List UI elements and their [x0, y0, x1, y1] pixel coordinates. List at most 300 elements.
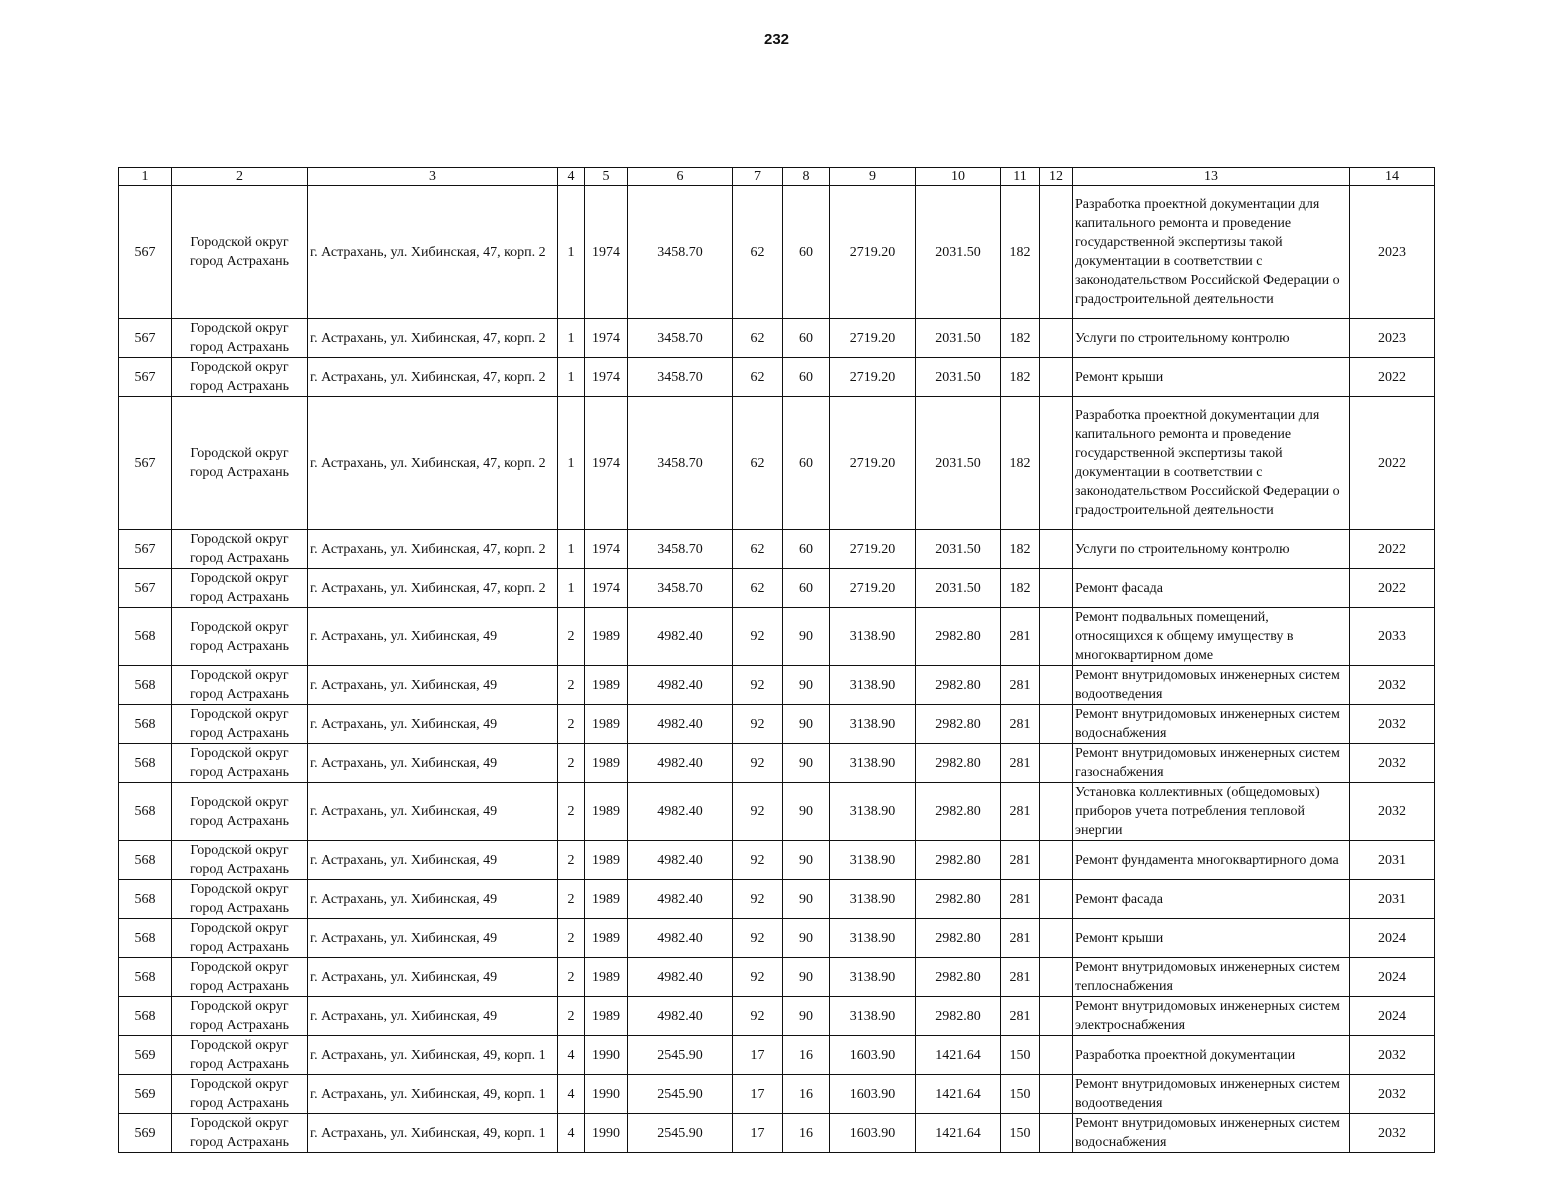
- cell-col-4: 2: [558, 608, 585, 666]
- cell-col-5: 1974: [585, 569, 628, 608]
- cell-col-5: 1989: [585, 705, 628, 744]
- cell-col-7: 62: [733, 186, 783, 319]
- cell-col-14: 2033: [1350, 608, 1435, 666]
- cell-col-13: Ремонт фасада: [1073, 880, 1350, 919]
- column-header-10: 10: [916, 168, 1001, 186]
- cell-col-11: 281: [1001, 705, 1040, 744]
- cell-col-2: Городской округ город Астрахань: [172, 530, 308, 569]
- cell-col-12: [1040, 319, 1073, 358]
- cell-col-11: 281: [1001, 841, 1040, 880]
- cell-col-12: [1040, 1036, 1073, 1075]
- cell-col-4: 2: [558, 880, 585, 919]
- header-row: [119, 168, 1435, 186]
- cell-col-10: 2982.80: [916, 608, 1001, 666]
- cell-col-1: 567: [119, 358, 172, 397]
- cell-col-4: 2: [558, 783, 585, 841]
- cell-col-2: Городской округ город Астрахань: [172, 397, 308, 530]
- cell-col-10: 2982.80: [916, 841, 1001, 880]
- cell-col-6: 4982.40: [628, 997, 733, 1036]
- cell-col-5: 1989: [585, 958, 628, 997]
- table-row: [119, 705, 1435, 744]
- cell-col-14: 2032: [1350, 783, 1435, 841]
- cell-col-2: Городской округ город Астрахань: [172, 744, 308, 783]
- cell-col-10: 1421.64: [916, 1075, 1001, 1114]
- cell-col-8: 90: [783, 880, 830, 919]
- cell-col-7: 92: [733, 705, 783, 744]
- cell-col-4: 2: [558, 997, 585, 1036]
- cell-col-13: Ремонт внутридомовых инженерных систем водоснабжения: [1073, 1114, 1350, 1153]
- cell-col-8: 16: [783, 1114, 830, 1153]
- cell-col-10: 2031.50: [916, 397, 1001, 530]
- cell-col-11: 150: [1001, 1075, 1040, 1114]
- table-body: [119, 186, 1435, 1153]
- cell-col-4: 1: [558, 319, 585, 358]
- cell-col-2: Городской округ город Астрахань: [172, 783, 308, 841]
- cell-col-3: г. Астрахань, ул. Хибинская, 49: [308, 841, 558, 880]
- column-header-5: 5: [585, 168, 628, 186]
- cell-col-5: 1989: [585, 919, 628, 958]
- cell-col-1: 568: [119, 744, 172, 783]
- cell-col-3: г. Астрахань, ул. Хибинская, 47, корп. 2: [308, 186, 558, 319]
- cell-col-6: 3458.70: [628, 530, 733, 569]
- cell-col-7: 92: [733, 841, 783, 880]
- cell-col-7: 92: [733, 666, 783, 705]
- cell-col-3: г. Астрахань, ул. Хибинская, 49: [308, 608, 558, 666]
- cell-col-3: г. Астрахань, ул. Хибинская, 49, корп. 1: [308, 1075, 558, 1114]
- cell-col-14: 2024: [1350, 958, 1435, 997]
- cell-col-3: г. Астрахань, ул. Хибинская, 47, корп. 2: [308, 530, 558, 569]
- cell-col-7: 92: [733, 919, 783, 958]
- cell-col-2: Городской округ город Астрахань: [172, 1114, 308, 1153]
- column-header-12: 12: [1040, 168, 1073, 186]
- cell-col-1: 568: [119, 958, 172, 997]
- cell-col-9: 2719.20: [830, 530, 916, 569]
- cell-col-12: [1040, 358, 1073, 397]
- cell-col-5: 1989: [585, 608, 628, 666]
- cell-col-12: [1040, 1075, 1073, 1114]
- cell-col-8: 90: [783, 919, 830, 958]
- cell-col-10: 2031.50: [916, 319, 1001, 358]
- column-header-8: 8: [783, 168, 830, 186]
- cell-col-8: 60: [783, 358, 830, 397]
- cell-col-10: 2982.80: [916, 880, 1001, 919]
- cell-col-11: 182: [1001, 569, 1040, 608]
- table-row: [119, 569, 1435, 608]
- cell-col-11: 281: [1001, 997, 1040, 1036]
- cell-col-4: 2: [558, 958, 585, 997]
- cell-col-14: 2032: [1350, 1114, 1435, 1153]
- cell-col-5: 1974: [585, 358, 628, 397]
- cell-col-10: 2982.80: [916, 744, 1001, 783]
- cell-col-3: г. Астрахань, ул. Хибинская, 49: [308, 919, 558, 958]
- cell-col-7: 92: [733, 783, 783, 841]
- cell-col-7: 92: [733, 997, 783, 1036]
- cell-col-10: 2982.80: [916, 997, 1001, 1036]
- cell-col-11: 281: [1001, 783, 1040, 841]
- cell-col-14: 2023: [1350, 186, 1435, 319]
- cell-col-5: 1989: [585, 744, 628, 783]
- cell-col-13: Ремонт внутридомовых инженерных систем электроснабжения: [1073, 997, 1350, 1036]
- cell-col-5: 1990: [585, 1075, 628, 1114]
- table-row: [119, 919, 1435, 958]
- cell-col-14: 2032: [1350, 666, 1435, 705]
- cell-col-5: 1974: [585, 319, 628, 358]
- cell-col-3: г. Астрахань, ул. Хибинская, 49: [308, 958, 558, 997]
- cell-col-1: 568: [119, 841, 172, 880]
- cell-col-6: 4982.40: [628, 744, 733, 783]
- cell-col-13: Услуги по строительному контролю: [1073, 319, 1350, 358]
- cell-col-13: Услуги по строительному контролю: [1073, 530, 1350, 569]
- cell-col-7: 62: [733, 358, 783, 397]
- cell-col-11: 182: [1001, 358, 1040, 397]
- cell-col-6: 3458.70: [628, 186, 733, 319]
- cell-col-7: 17: [733, 1075, 783, 1114]
- cell-col-10: 2982.80: [916, 666, 1001, 705]
- cell-col-2: Городской округ город Астрахань: [172, 997, 308, 1036]
- cell-col-2: Городской округ город Астрахань: [172, 958, 308, 997]
- cell-col-8: 60: [783, 397, 830, 530]
- cell-col-10: 2982.80: [916, 705, 1001, 744]
- column-header-4: 4: [558, 168, 585, 186]
- cell-col-4: 1: [558, 397, 585, 530]
- cell-col-2: Городской округ город Астрахань: [172, 358, 308, 397]
- cell-col-13: Ремонт внутридомовых инженерных систем теплоснабжения: [1073, 958, 1350, 997]
- cell-col-2: Городской округ город Астрахань: [172, 569, 308, 608]
- cell-col-3: г. Астрахань, ул. Хибинская, 47, корп. 2: [308, 358, 558, 397]
- cell-col-2: Городской округ город Астрахань: [172, 186, 308, 319]
- cell-col-9: 3138.90: [830, 666, 916, 705]
- cell-col-12: [1040, 919, 1073, 958]
- cell-col-9: 3138.90: [830, 997, 916, 1036]
- cell-col-6: 2545.90: [628, 1075, 733, 1114]
- cell-col-1: 568: [119, 783, 172, 841]
- cell-col-7: 62: [733, 397, 783, 530]
- table-row: [119, 783, 1435, 841]
- cell-col-8: 90: [783, 744, 830, 783]
- cell-col-1: 567: [119, 397, 172, 530]
- cell-col-6: 2545.90: [628, 1114, 733, 1153]
- cell-col-13: Ремонт внутридомовых инженерных систем водоснабжения: [1073, 705, 1350, 744]
- cell-col-7: 92: [733, 608, 783, 666]
- cell-col-7: 92: [733, 958, 783, 997]
- cell-col-4: 2: [558, 919, 585, 958]
- cell-col-12: [1040, 397, 1073, 530]
- cell-col-5: 1990: [585, 1114, 628, 1153]
- cell-col-1: 567: [119, 530, 172, 569]
- cell-col-7: 17: [733, 1036, 783, 1075]
- column-header-11: 11: [1001, 168, 1040, 186]
- cell-col-3: г. Астрахань, ул. Хибинская, 49: [308, 744, 558, 783]
- cell-col-11: 281: [1001, 608, 1040, 666]
- cell-col-8: 60: [783, 319, 830, 358]
- cell-col-6: 4982.40: [628, 958, 733, 997]
- cell-col-12: [1040, 744, 1073, 783]
- cell-col-10: 2982.80: [916, 958, 1001, 997]
- cell-col-10: 2031.50: [916, 358, 1001, 397]
- cell-col-7: 62: [733, 319, 783, 358]
- table-row: [119, 319, 1435, 358]
- cell-col-8: 16: [783, 1075, 830, 1114]
- table-row: [119, 186, 1435, 319]
- cell-col-14: 2032: [1350, 1036, 1435, 1075]
- cell-col-9: 1603.90: [830, 1036, 916, 1075]
- cell-col-13: Ремонт внутридомовых инженерных систем водоотведения: [1073, 666, 1350, 705]
- cell-col-9: 2719.20: [830, 569, 916, 608]
- cell-col-8: 60: [783, 186, 830, 319]
- cell-col-14: 2032: [1350, 744, 1435, 783]
- cell-col-1: 569: [119, 1036, 172, 1075]
- cell-col-11: 182: [1001, 397, 1040, 530]
- cell-col-6: 4982.40: [628, 919, 733, 958]
- cell-col-14: 2022: [1350, 358, 1435, 397]
- cell-col-12: [1040, 1114, 1073, 1153]
- cell-col-4: 4: [558, 1075, 585, 1114]
- cell-col-6: 3458.70: [628, 319, 733, 358]
- cell-col-3: г. Астрахань, ул. Хибинская, 49: [308, 666, 558, 705]
- cell-col-11: 281: [1001, 744, 1040, 783]
- column-header-1: 1: [119, 168, 172, 186]
- cell-col-5: 1989: [585, 666, 628, 705]
- cell-col-3: г. Астрахань, ул. Хибинская, 49: [308, 997, 558, 1036]
- cell-col-9: 1603.90: [830, 1114, 916, 1153]
- cell-col-13: Ремонт крыши: [1073, 358, 1350, 397]
- cell-col-13: Ремонт внутридомовых инженерных систем газоснабжения: [1073, 744, 1350, 783]
- cell-col-4: 4: [558, 1114, 585, 1153]
- cell-col-10: 2031.50: [916, 530, 1001, 569]
- cell-col-7: 62: [733, 530, 783, 569]
- cell-col-3: г. Астрахань, ул. Хибинская, 47, корп. 2: [308, 397, 558, 530]
- cell-col-3: г. Астрахань, ул. Хибинская, 49: [308, 880, 558, 919]
- cell-col-13: Разработка проектной документации для капитального ремонта и проведение государственной экспертизы такой документации в соответствии с законодательством Российской Федерации о градостроительной деятельности: [1073, 397, 1350, 530]
- cell-col-12: [1040, 530, 1073, 569]
- cell-col-14: 2022: [1350, 530, 1435, 569]
- column-header-13: 13: [1073, 168, 1350, 186]
- cell-col-6: 3458.70: [628, 358, 733, 397]
- cell-col-12: [1040, 880, 1073, 919]
- table-row: [119, 530, 1435, 569]
- cell-col-9: 2719.20: [830, 358, 916, 397]
- cell-col-1: 567: [119, 319, 172, 358]
- cell-col-3: г. Астрахань, ул. Хибинская, 47, корп. 2: [308, 569, 558, 608]
- cell-col-12: [1040, 783, 1073, 841]
- cell-col-6: 2545.90: [628, 1036, 733, 1075]
- cell-col-10: 2982.80: [916, 783, 1001, 841]
- cell-col-2: Городской округ город Астрахань: [172, 608, 308, 666]
- cell-col-4: 2: [558, 744, 585, 783]
- cell-col-2: Городской округ город Астрахань: [172, 880, 308, 919]
- cell-col-11: 281: [1001, 666, 1040, 705]
- cell-col-5: 1974: [585, 397, 628, 530]
- cell-col-9: 2719.20: [830, 397, 916, 530]
- cell-col-8: 90: [783, 958, 830, 997]
- cell-col-8: 90: [783, 841, 830, 880]
- column-header-3: 3: [308, 168, 558, 186]
- cell-col-13: Ремонт фундамента многоквартирного дома: [1073, 841, 1350, 880]
- cell-col-1: 569: [119, 1114, 172, 1153]
- column-header-7: 7: [733, 168, 783, 186]
- table-row: [119, 608, 1435, 666]
- cell-col-11: 150: [1001, 1036, 1040, 1075]
- cell-col-3: г. Астрахань, ул. Хибинская, 49, корп. 1: [308, 1114, 558, 1153]
- cell-col-5: 1989: [585, 783, 628, 841]
- table-row: [119, 744, 1435, 783]
- table-row: [119, 997, 1435, 1036]
- cell-col-6: 4982.40: [628, 608, 733, 666]
- table-row: [119, 1075, 1435, 1114]
- cell-col-1: 567: [119, 569, 172, 608]
- cell-col-5: 1989: [585, 880, 628, 919]
- table-row: [119, 1036, 1435, 1075]
- cell-col-1: 568: [119, 880, 172, 919]
- cell-col-13: Разработка проектной документации: [1073, 1036, 1350, 1075]
- cell-col-14: 2032: [1350, 705, 1435, 744]
- cell-col-11: 281: [1001, 880, 1040, 919]
- cell-col-11: 182: [1001, 530, 1040, 569]
- cell-col-9: 3138.90: [830, 841, 916, 880]
- table-row: [119, 880, 1435, 919]
- cell-col-13: Ремонт подвальных помещений, относящихся к общему имуществу в многоквартирном доме: [1073, 608, 1350, 666]
- cell-col-13: Ремонт фасада: [1073, 569, 1350, 608]
- cell-col-9: 3138.90: [830, 919, 916, 958]
- cell-col-7: 92: [733, 880, 783, 919]
- cell-col-6: 4982.40: [628, 783, 733, 841]
- cell-col-14: 2023: [1350, 319, 1435, 358]
- cell-col-6: 3458.70: [628, 397, 733, 530]
- cell-col-3: г. Астрахань, ул. Хибинская, 47, корп. 2: [308, 319, 558, 358]
- cell-col-6: 4982.40: [628, 666, 733, 705]
- cell-col-7: 92: [733, 744, 783, 783]
- table-row: [119, 841, 1435, 880]
- cell-col-14: 2022: [1350, 397, 1435, 530]
- cell-col-14: 2024: [1350, 919, 1435, 958]
- cell-col-9: 3138.90: [830, 880, 916, 919]
- cell-col-6: 4982.40: [628, 841, 733, 880]
- cell-col-9: 3138.90: [830, 744, 916, 783]
- cell-col-2: Городской округ город Астрахань: [172, 919, 308, 958]
- cell-col-5: 1974: [585, 186, 628, 319]
- cell-col-2: Городской округ город Астрахань: [172, 319, 308, 358]
- column-header-14: 14: [1350, 168, 1435, 186]
- cell-col-9: 3138.90: [830, 783, 916, 841]
- cell-col-14: 2032: [1350, 1075, 1435, 1114]
- cell-col-7: 62: [733, 569, 783, 608]
- cell-col-1: 568: [119, 919, 172, 958]
- cell-col-3: г. Астрахань, ул. Хибинская, 49, корп. 1: [308, 1036, 558, 1075]
- cell-col-4: 1: [558, 186, 585, 319]
- cell-col-8: 60: [783, 569, 830, 608]
- column-header-2: 2: [172, 168, 308, 186]
- table-row: [119, 397, 1435, 530]
- cell-col-1: 567: [119, 186, 172, 319]
- cell-col-1: 568: [119, 705, 172, 744]
- cell-col-12: [1040, 569, 1073, 608]
- cell-col-2: Городской округ город Астрахань: [172, 705, 308, 744]
- cell-col-14: 2024: [1350, 997, 1435, 1036]
- data-table: [118, 167, 1435, 1153]
- cell-col-1: 569: [119, 1075, 172, 1114]
- cell-col-12: [1040, 705, 1073, 744]
- cell-col-9: 1603.90: [830, 1075, 916, 1114]
- cell-col-9: 3138.90: [830, 705, 916, 744]
- cell-col-10: 1421.64: [916, 1036, 1001, 1075]
- cell-col-4: 4: [558, 1036, 585, 1075]
- cell-col-12: [1040, 666, 1073, 705]
- cell-col-13: Установка коллективных (общедомовых) приборов учета потребления тепловой энергии: [1073, 783, 1350, 841]
- column-header-9: 9: [830, 168, 916, 186]
- cell-col-1: 568: [119, 997, 172, 1036]
- cell-col-5: 1989: [585, 997, 628, 1036]
- cell-col-8: 90: [783, 705, 830, 744]
- cell-col-10: 2982.80: [916, 919, 1001, 958]
- cell-col-10: 1421.64: [916, 1114, 1001, 1153]
- cell-col-8: 90: [783, 783, 830, 841]
- cell-col-14: 2022: [1350, 569, 1435, 608]
- table-row: [119, 958, 1435, 997]
- cell-col-8: 16: [783, 1036, 830, 1075]
- cell-col-7: 17: [733, 1114, 783, 1153]
- cell-col-2: Городской округ город Астрахань: [172, 841, 308, 880]
- table-row: [119, 1114, 1435, 1153]
- cell-col-2: Городской округ город Астрахань: [172, 1075, 308, 1114]
- cell-col-11: 281: [1001, 958, 1040, 997]
- cell-col-13: Ремонт внутридомовых инженерных систем водоотведения: [1073, 1075, 1350, 1114]
- cell-col-5: 1974: [585, 530, 628, 569]
- cell-col-11: 182: [1001, 319, 1040, 358]
- cell-col-3: г. Астрахань, ул. Хибинская, 49: [308, 783, 558, 841]
- cell-col-14: 2031: [1350, 841, 1435, 880]
- cell-col-8: 90: [783, 608, 830, 666]
- cell-col-11: 182: [1001, 186, 1040, 319]
- cell-col-4: 1: [558, 358, 585, 397]
- cell-col-2: Городской округ город Астрахань: [172, 1036, 308, 1075]
- cell-col-10: 2031.50: [916, 569, 1001, 608]
- cell-col-2: Городской округ город Астрахань: [172, 666, 308, 705]
- cell-col-10: 2031.50: [916, 186, 1001, 319]
- page-number: 232: [763, 31, 790, 48]
- cell-col-1: 568: [119, 666, 172, 705]
- cell-col-11: 150: [1001, 1114, 1040, 1153]
- cell-col-13: Ремонт крыши: [1073, 919, 1350, 958]
- cell-col-9: 3138.90: [830, 958, 916, 997]
- cell-col-8: 90: [783, 666, 830, 705]
- cell-col-6: 3458.70: [628, 569, 733, 608]
- cell-col-11: 281: [1001, 919, 1040, 958]
- table-row: [119, 358, 1435, 397]
- cell-col-12: [1040, 608, 1073, 666]
- cell-col-3: г. Астрахань, ул. Хибинская, 49: [308, 705, 558, 744]
- cell-col-12: [1040, 841, 1073, 880]
- cell-col-4: 2: [558, 666, 585, 705]
- column-header-6: 6: [628, 168, 733, 186]
- cell-col-9: 3138.90: [830, 608, 916, 666]
- cell-col-6: 4982.40: [628, 880, 733, 919]
- cell-col-6: 4982.40: [628, 705, 733, 744]
- cell-col-4: 1: [558, 530, 585, 569]
- cell-col-8: 60: [783, 530, 830, 569]
- cell-col-9: 2719.20: [830, 319, 916, 358]
- cell-col-4: 1: [558, 569, 585, 608]
- cell-col-12: [1040, 997, 1073, 1036]
- cell-col-8: 90: [783, 997, 830, 1036]
- cell-col-5: 1989: [585, 841, 628, 880]
- cell-col-4: 2: [558, 841, 585, 880]
- cell-col-12: [1040, 958, 1073, 997]
- table-row: [119, 666, 1435, 705]
- cell-col-5: 1990: [585, 1036, 628, 1075]
- cell-col-12: [1040, 186, 1073, 319]
- cell-col-1: 568: [119, 608, 172, 666]
- cell-col-14: 2031: [1350, 880, 1435, 919]
